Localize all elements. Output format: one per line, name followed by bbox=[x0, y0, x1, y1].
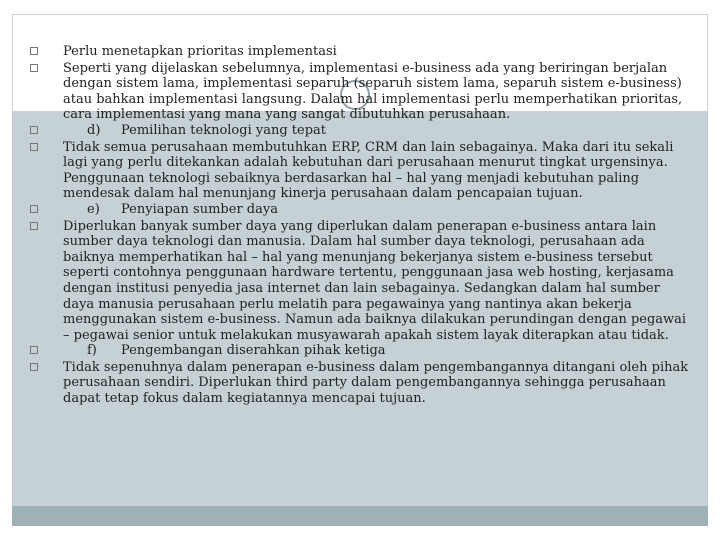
sub-heading-item bbox=[30, 202, 690, 219]
sub-heading-item bbox=[30, 343, 690, 360]
bullet-icon bbox=[30, 140, 63, 157]
list-item-text: Tidak sepenuhnya dalam penerapan e-business dalam pengembangannya ditangani oleh pihak perusahaan sendiri. Diperlukan third party dalam pengembangannya sehingga perusahaan dapat tetap fokus dalam kegiatannya mencapai tujuan. bbox=[63, 359, 689, 407]
bullet-icon bbox=[30, 123, 63, 140]
list-item bbox=[30, 44, 690, 61]
bullet-icon bbox=[30, 343, 63, 360]
sub-heading-number: d) bbox=[87, 122, 101, 138]
sub-heading-text: Pemilihan teknologi yang tepat bbox=[121, 122, 327, 138]
sub-heading bbox=[63, 123, 690, 139]
bullet-icon bbox=[30, 44, 63, 61]
sub-heading-text: Penyiapan sumber daya bbox=[121, 201, 278, 217]
list-item bbox=[30, 61, 690, 123]
sub-heading-number: e) bbox=[87, 201, 100, 217]
slide-footer-bar bbox=[12, 506, 708, 526]
slide-content bbox=[30, 44, 690, 407]
bullet-icon bbox=[30, 61, 63, 78]
sub-heading-number: f) bbox=[87, 343, 97, 359]
sub-heading-item bbox=[30, 123, 690, 140]
list-item bbox=[30, 219, 690, 344]
bullet-icon bbox=[30, 202, 63, 219]
sub-heading bbox=[63, 202, 690, 218]
sub-heading-text: Pengembangan diserahkan pihak ketiga bbox=[121, 343, 386, 359]
sub-heading bbox=[63, 343, 690, 359]
list-item-text: Seperti yang dijelaskan sebelumnya, implementasi e-business ada yang beriringan berjalan dengan sistem lama, implementasi separuh (separuh sistem lama, separuh sistem e-business) atau bahkan implementasi langsung. Dalam hal implementasi perlu memperhatikan prioritas, cara implementasi yang mana yang sangat dibutuhkan perusahaan. bbox=[63, 60, 683, 123]
bullet-icon bbox=[30, 360, 63, 377]
list-item bbox=[30, 360, 690, 407]
bullet-icon bbox=[30, 219, 63, 236]
list-item-text: Tidak semua perusahaan membutuhkan ERP, CRM dan lain sebagainya. Maka dari itu sekali lagi yang perlu ditekankan adalah kebutuhan dari perusahaan menurut tingkat urgensinya. Penggunaan teknologi sebaiknya berdasarkan hal – hal yang menjadi kebutuhan paling mendesak dalam hal menunjang kinerja perusahaan dalam pencapaian tujuan. bbox=[63, 139, 674, 202]
list-item-text: Diperlukan banyak sumber daya yang diperlukan dalam penerapan e-business antara lain sumber daya teknologi dan manusia. Dalam hal sumber daya teknologi, perusahaan ada baiknya memperhatikan hal – hal yang menunjang bekerjanya sistem e-business tersebut seperti contohnya penggunaan hardware tertentu, penggunaan jasa web hosting, kerjasama dengan institusi penyedia jasa internet dan lain sebagainya. Sedangkan dalam hal sumber daya manusia perusahaan perlu melatih para pegawainya yang nantinya akan bekerja menggunakan sistem e-business. Namun ada baiknya dilakukan perundingan dengan pegawai – pegawai senior untuk melakukan musyawarah apakah sistem layak diterapkan atau tidak. bbox=[63, 218, 687, 343]
list-item-text: Perlu menetapkan prioritas implementasi bbox=[63, 44, 337, 59]
list-item bbox=[30, 140, 690, 202]
